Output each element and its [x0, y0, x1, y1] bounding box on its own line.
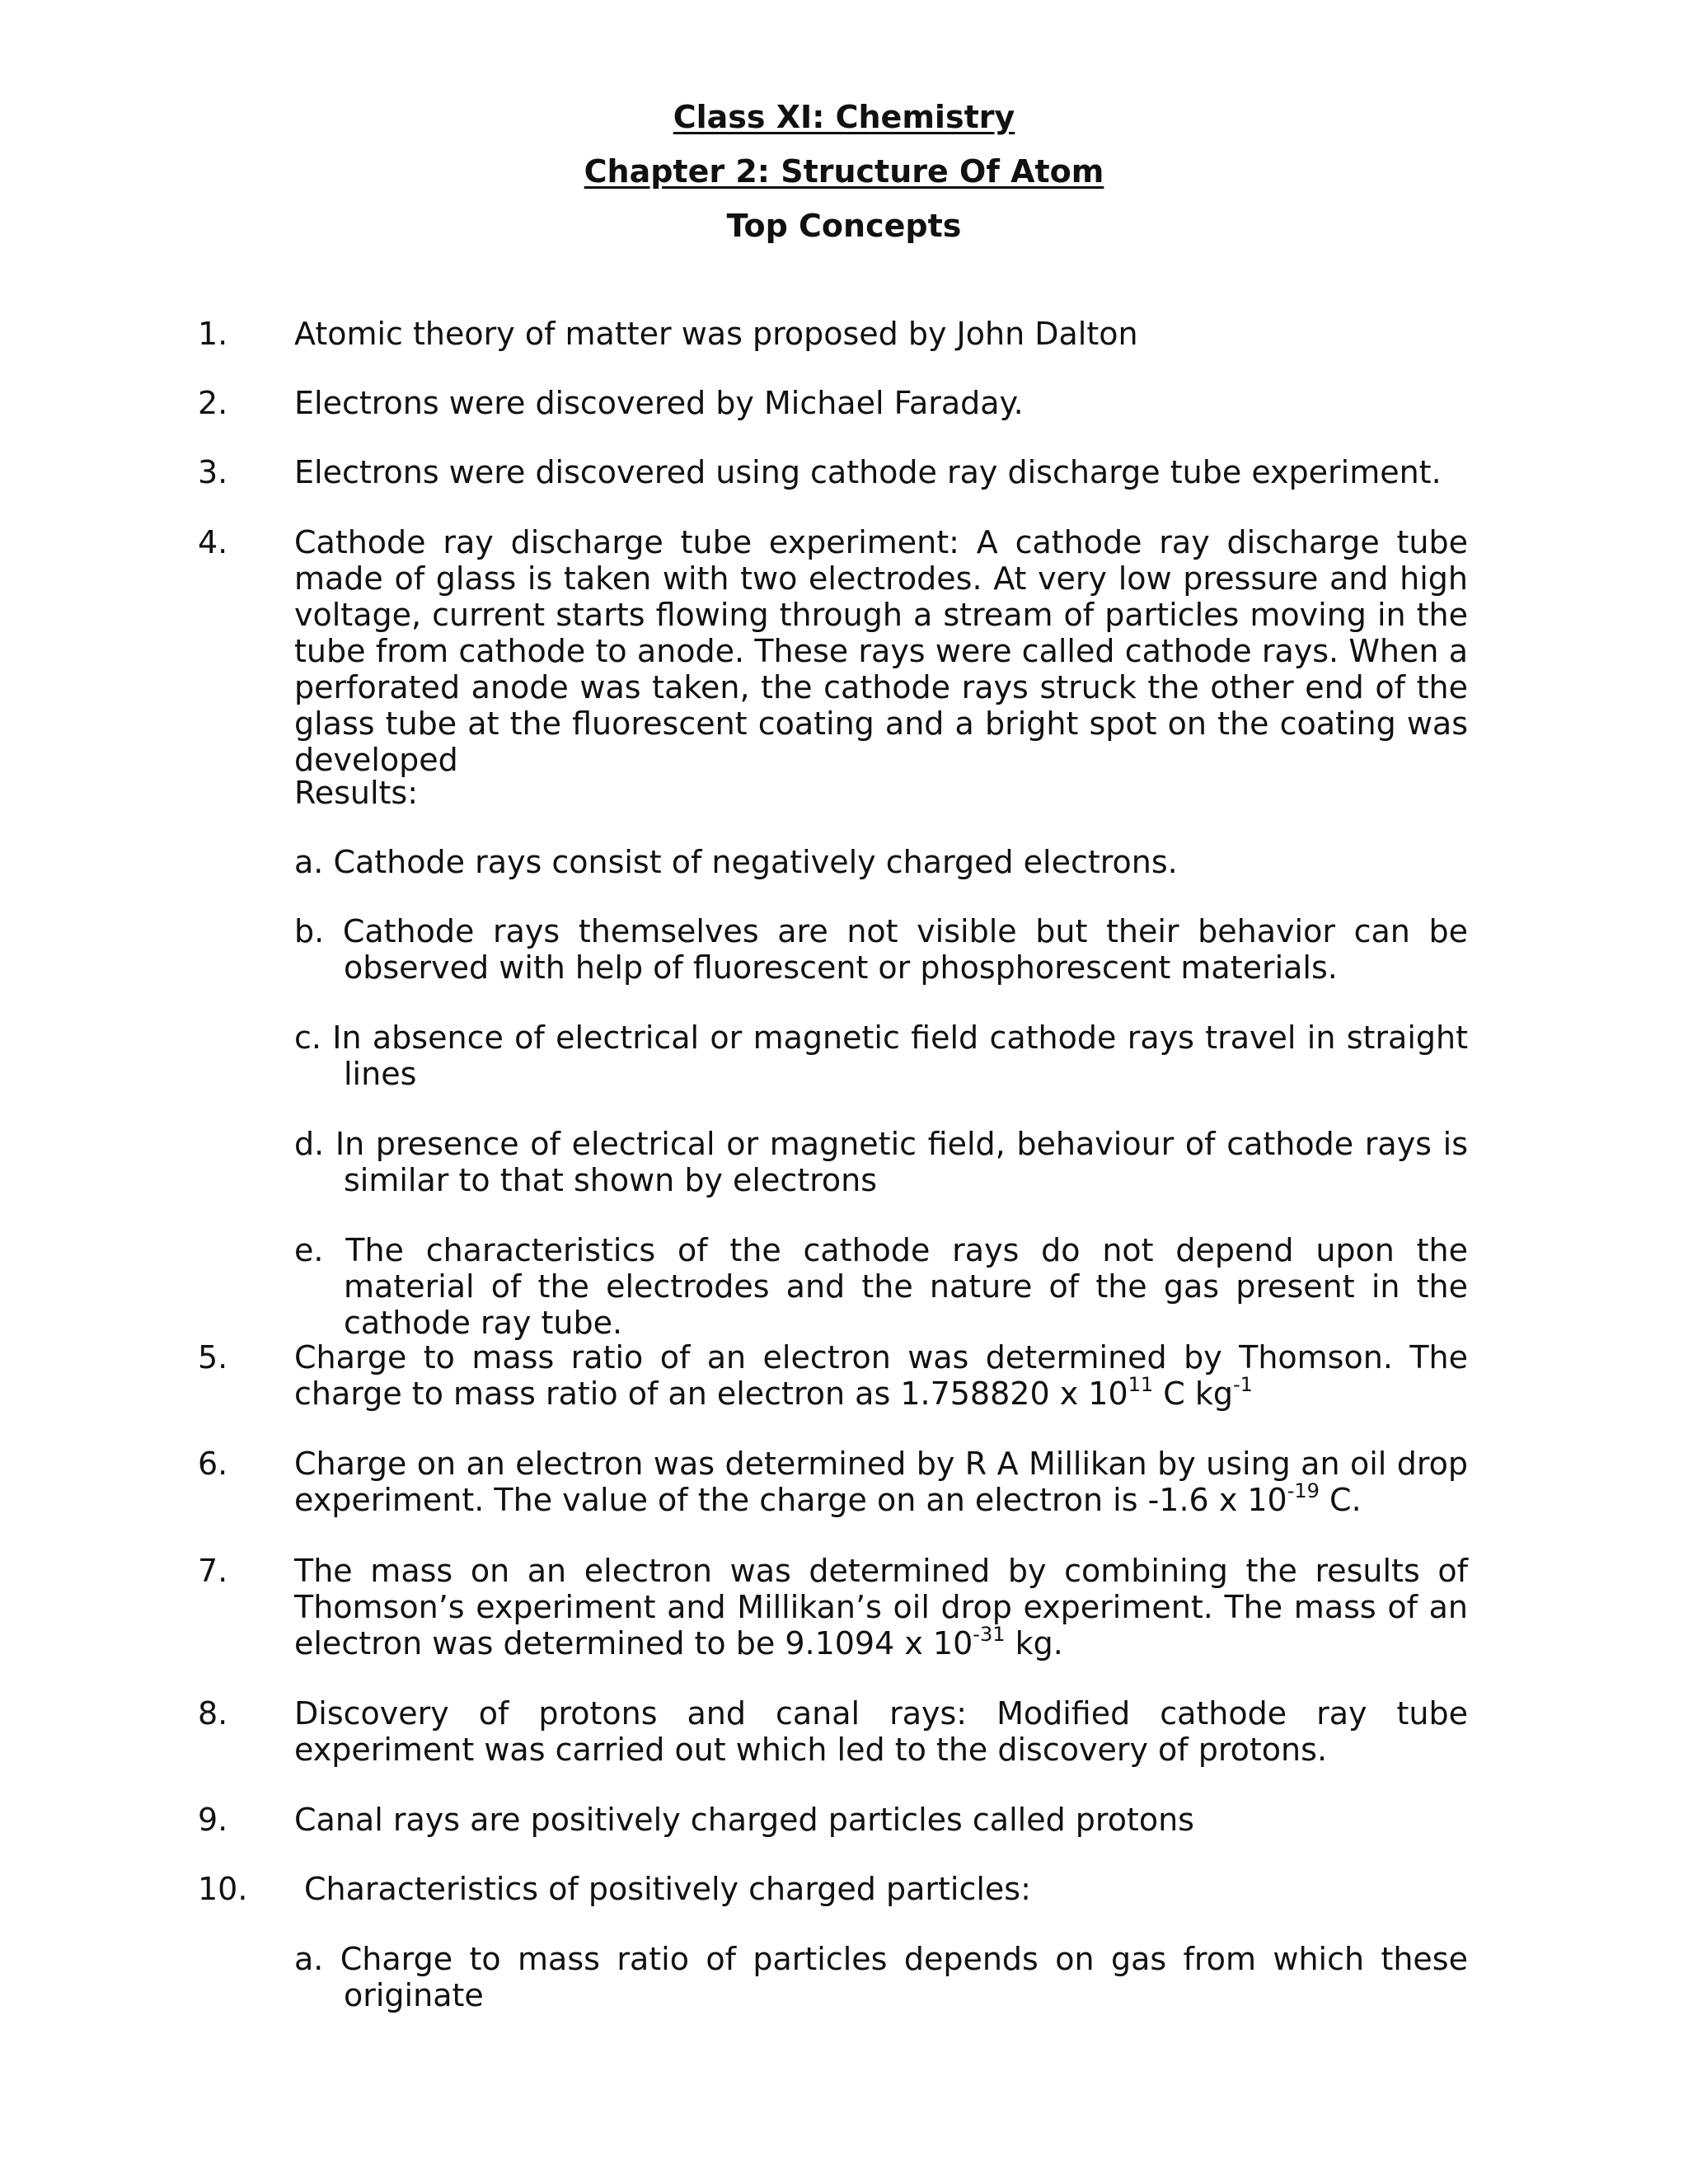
- results-point: b. Cathode rays themselves are not visible but their behavior can be observed with help of fluorescent or phosphorescent materials.: [294, 913, 1468, 986]
- item-number: 3.: [198, 454, 228, 490]
- item-text: Cathode ray discharge tube experiment: A cathode ray discharge tube made of glass is taken with two electrodes. At very low pressure and high voltage, current starts flowing through a stream of particles moving in the tube from cathode to anode. These rays were called cathode rays. When a perforated anode was taken, the cathode rays struck the other end of the glass tube at the fluorescent coating and a bright spot on the coating was developed: [294, 524, 1468, 778]
- item-number: 9.: [198, 1802, 228, 1838]
- item-number: 4.: [198, 524, 228, 560]
- section-title: Top Concepts: [726, 208, 962, 244]
- item-number: 5.: [198, 1339, 228, 1376]
- item-text: Electrons were discovered using cathode ray discharge tube experiment.: [294, 454, 1442, 490]
- results-point: e. The characteristics of the cathode rays do not depend upon the material of the electrodes and the nature of the gas present in the cathode ray tube.: [294, 1232, 1468, 1341]
- item-text: Charge to mass ratio of an electron was determined by Thomson. The charge to mass ratio of an electron as 1.758820 x $10^{11}$ C $kg^{-1}$: [294, 1339, 1468, 1412]
- item-number: 8.: [198, 1695, 228, 1732]
- item-number: 10.: [198, 1871, 248, 1907]
- item-text: The mass on an electron was determined by combining the results of Thomson’s experiment and Millikan’s oil drop experiment. The mass of an electron was determined to be 9.1094 x $10^{-31}$ kg.: [294, 1553, 1468, 1661]
- item-number: 7.: [198, 1553, 228, 1589]
- item-text: Canal rays are positively charged particles called protons: [294, 1802, 1194, 1838]
- item-text: Electrons were discovered by Michael Faraday.: [294, 385, 1024, 421]
- item-text: Atomic theory of matter was proposed by John Dalton: [294, 316, 1138, 352]
- item-text: Charge on an electron was determined by R A Millikan by using an oil drop experiment. The value of the charge on an electron is -1.6 x $10^{-19}$ C.: [294, 1446, 1468, 1518]
- item-number: 2.: [198, 385, 228, 421]
- chapter-title: Chapter 2: Structure Of Atom: [584, 153, 1104, 190]
- results-point: d. In presence of electrical or magnetic field, behaviour of cathode rays is similar to that shown by electrons: [294, 1126, 1468, 1198]
- results-label: Results:: [294, 775, 419, 811]
- item-text: Discovery of protons and canal rays: Modified cathode ray tube experiment was carried out which led to the discovery of protons.: [294, 1695, 1468, 1768]
- class-title: Class XI: Chemistry: [673, 99, 1015, 135]
- item-number: 6.: [198, 1446, 228, 1482]
- item-number: 1.: [198, 316, 228, 352]
- item-text: Characteristics of positively charged particles:: [304, 1871, 1031, 1907]
- results-point: a. Cathode rays consist of negatively charged electrons.: [294, 844, 1178, 880]
- item10-point: a. Charge to mass ratio of particles depends on gas from which these originate: [294, 1941, 1468, 2013]
- results-point: c. In absence of electrical or magnetic field cathode rays travel in straight lines: [294, 1019, 1468, 1092]
